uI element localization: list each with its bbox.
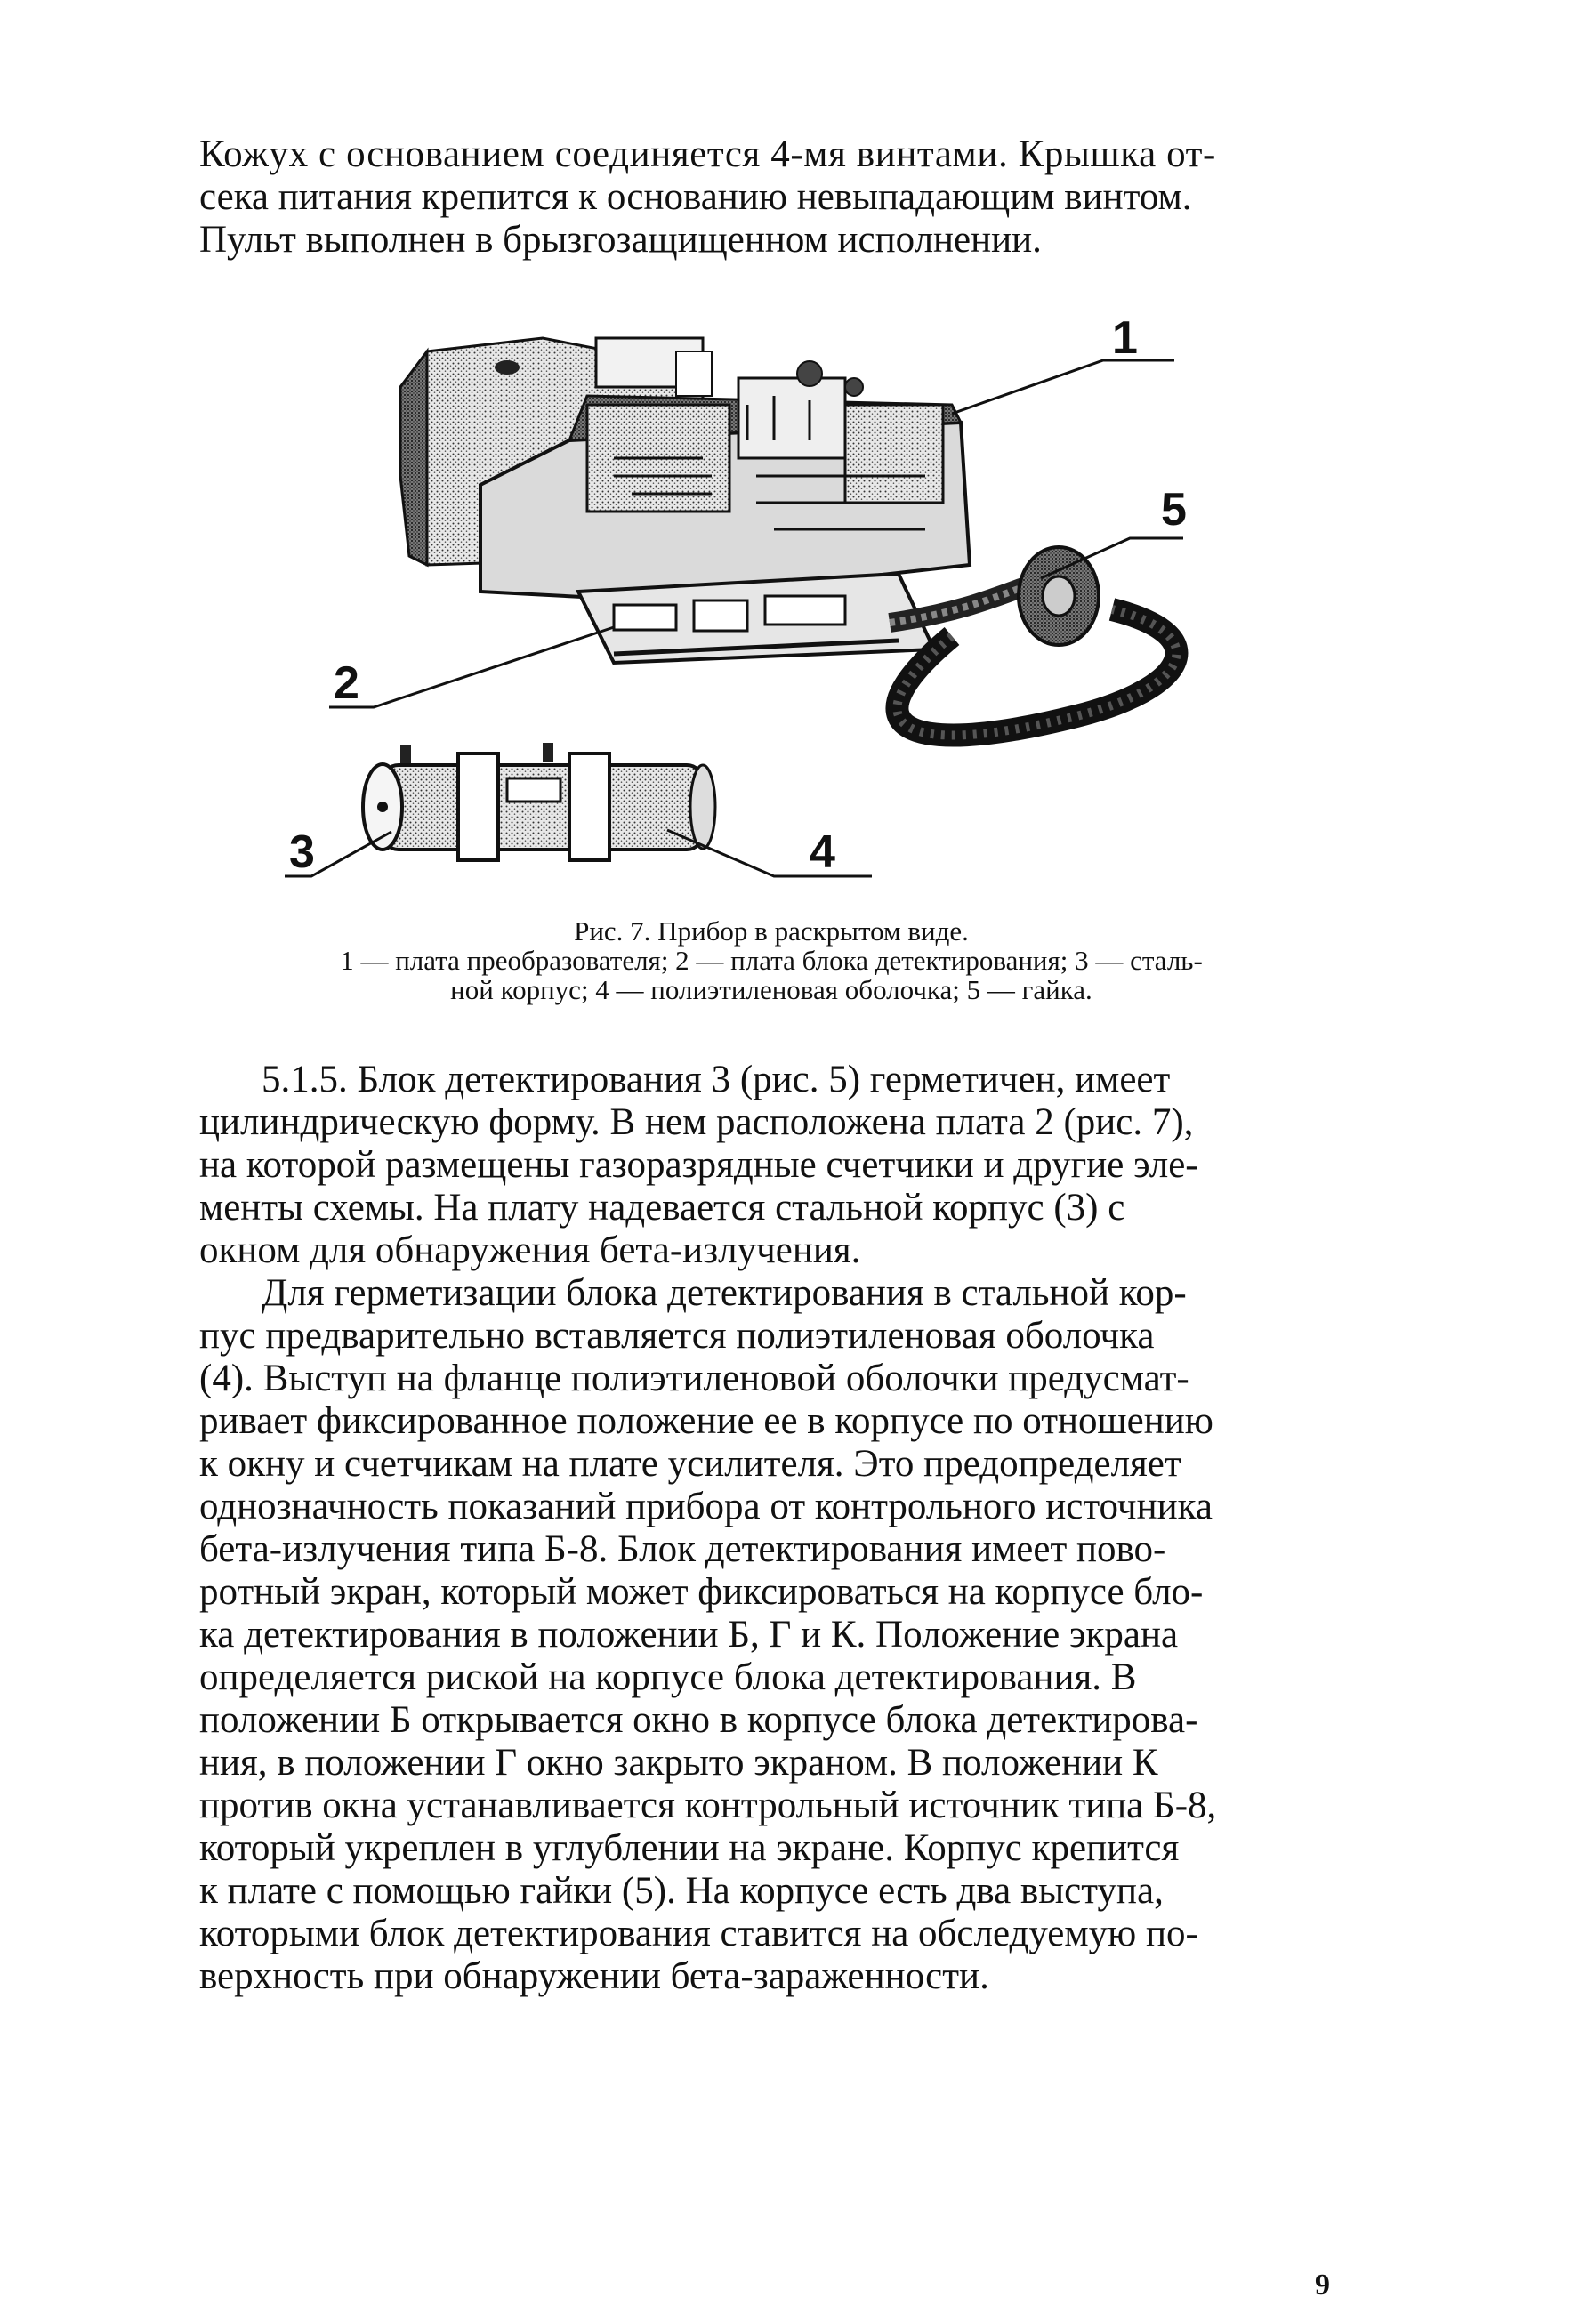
text-line: к окну и счетчикам на плате усилителя. Это предопределяет (199, 1443, 1181, 1485)
text-line: бета-излучения типа Б-8. Блок детектирования имеет пово- (199, 1528, 1166, 1570)
caption-line: 1 — плата преобразователя; 2 — плата блока детектирования; 3 — сталь- (340, 945, 1203, 976)
text-line: окном для обнаружения бета-излучения. (199, 1229, 861, 1271)
detector-cylinder (363, 743, 715, 860)
device-illustration (276, 298, 1299, 903)
text-line: Пульт выполнен в брызгозащищенном исполнении. (199, 219, 1042, 261)
text-line: который укреплен в углублении на экране. Корпус крепится (199, 1827, 1180, 1869)
caption-line: ной корпус; 4 — полиэтиленовая оболочка; 5 — гайка. (450, 974, 1092, 1005)
text-line: ния, в положении Г окно закрыто экраном. В положении К (199, 1742, 1158, 1784)
text-line: Кожух с основанием соединяется 4-мя винтами. Крышка от- (199, 133, 1216, 175)
text-line: положении Б открывается окно в корпусе блока детектирова- (199, 1699, 1198, 1741)
text-line: определяется риской на корпусе блока детектирования. В (199, 1656, 1137, 1698)
callout-3: 3 (289, 826, 315, 878)
text-line: (4). Выступ на фланце полиэтиленовой оболочки предусмат- (199, 1358, 1189, 1399)
text-line: ротный экран, который может фиксироваться на корпусе бло- (199, 1571, 1204, 1613)
text-line: сека питания крепится к основанию невыпадающим винтом. (199, 176, 1192, 218)
text-line: которыми блок детектирования ставится на обследуемую по- (199, 1913, 1198, 1954)
text-line: на которой размещены газоразрядные счетчики и другие эле- (199, 1144, 1198, 1186)
intro-paragraph (199, 133, 1343, 262)
text-line: цилиндрическую форму. В нем расположена плата 2 (рис. 7), (199, 1101, 1194, 1143)
text-line: ривает фиксированное положение ее в корпусе по отношению (199, 1400, 1213, 1442)
text-line: пус предварительно вставляется полиэтиленовая оболочка (199, 1315, 1155, 1357)
cable-and-nut (890, 547, 1176, 736)
text-line: к плате с помощью гайки (5). На корпусе есть два выступа, (199, 1870, 1164, 1912)
callout-5: 5 (1161, 484, 1187, 536)
text-line: менты схемы. На плату надевается стальной корпус (3) с (199, 1187, 1125, 1229)
text-line: против окна устанавливается контрольный источник типа Б-8, (199, 1785, 1217, 1826)
page-number: 9 (1315, 2269, 1330, 2301)
text-line: однозначность показаний прибора от контрольного источника (199, 1486, 1213, 1527)
caption-title: Рис. 7. Прибор в раскрытом виде. (574, 915, 969, 947)
text-line: ка детектирования в положении Б, Г и К. Положение экрана (199, 1614, 1179, 1656)
section-paragraph (199, 1059, 1343, 1272)
callout-2: 2 (334, 657, 359, 709)
body-paragraph (199, 1272, 1343, 1998)
detection-board (578, 574, 934, 663)
callout-4: 4 (810, 826, 835, 878)
device-figure (276, 298, 1299, 903)
text-line: верхность при обнаружении бета-зараженности. (199, 1955, 989, 1997)
text-line: 5.1.5. Блок детектирования 3 (рис. 5) герметичен, имеет (262, 1059, 1171, 1100)
text-line: Для герметизации блока детектирования в стальной кор- (262, 1272, 1187, 1314)
callout-1: 1 (1112, 312, 1138, 364)
figure-caption (199, 916, 1343, 1004)
